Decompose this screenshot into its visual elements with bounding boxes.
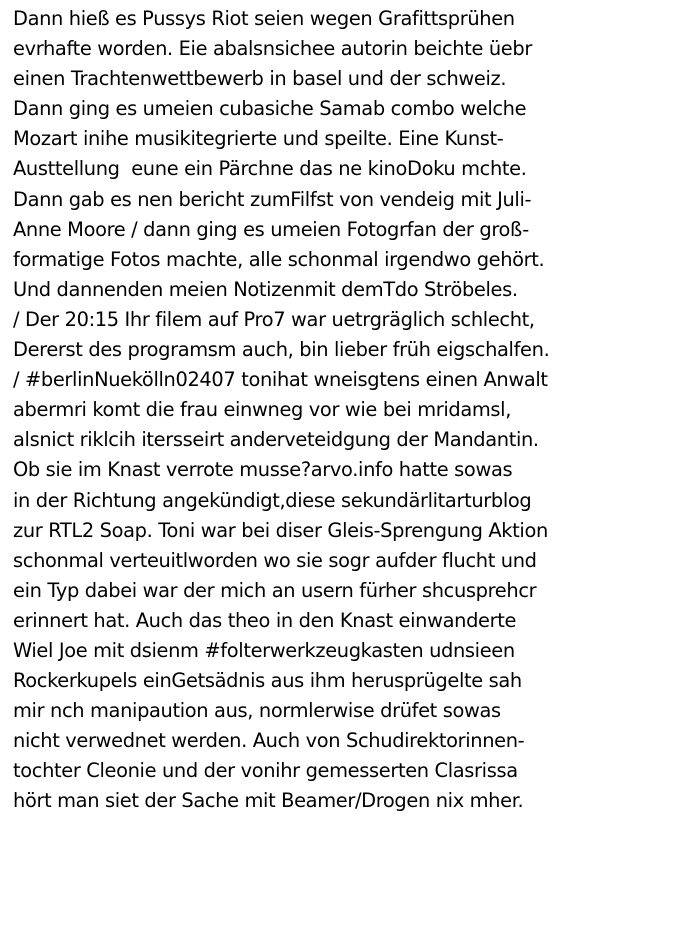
text-line: Ob sie im Knast verrote musse?arvo.info hatte sowas bbox=[13, 458, 513, 482]
text-line: einen Trachtenwettbewerb in basel und der schweiz. bbox=[13, 67, 507, 91]
text-line: abermri komt die frau einwneg vor wie bei mridamsl, bbox=[13, 398, 512, 422]
text-line: Austtellung eune ein Pärchne das ne kinoDoku mchte. bbox=[13, 157, 527, 181]
text-line: Anne Moore / dann ging es umeien Fotogrfan der groß- bbox=[13, 217, 529, 241]
text-line: Und dannenden meien Notizenmit demTdo Ströbeles. bbox=[13, 277, 518, 301]
text-line: Mozart inihe musikitegrierte und speilte. Eine Kunst- bbox=[13, 127, 504, 151]
text-line: hört man siet der Sache mit Beamer/Drogen nix mher. bbox=[13, 789, 524, 813]
text-line: Wiel Joe mit dsienm #folterwerkzeugkasten udnsieen bbox=[13, 638, 515, 662]
text-line: ein Typ dabei war der mich an usern fürher shcusprehcr bbox=[13, 578, 537, 602]
text-line: Dann gab es nen bericht zumFilfst von vendeig mit Juli- bbox=[13, 187, 532, 211]
text-line: erinnert hat. Auch das theo in den Knast einwanderte bbox=[13, 608, 517, 632]
text-line: alsnict riklcih itersseirt anderveteidgung der Mandantin. bbox=[13, 428, 539, 452]
text-line: schonmal verteuitlworden wo sie sogr aufder flucht und bbox=[13, 548, 537, 572]
text-line: tochter Cleonie und der vonihr gemesserten Clasrissa bbox=[13, 759, 518, 783]
text-line: / #berlinNuekölln02407 tonihat wneisgtens einen Anwalt bbox=[13, 368, 548, 392]
text-line: Rockerkupels einGetsädnis aus ihm herusprügelte sah bbox=[13, 669, 522, 693]
text-line: Dererst des programsm auch, bin lieber früh eigschalfen. bbox=[13, 338, 550, 362]
text-line: zur RTL2 Soap. Toni war bei diser Gleis-Sprengung Aktion bbox=[13, 518, 548, 542]
document-text bbox=[13, 4, 683, 817]
text-line: Dann ging es umeien cubasiche Samab combo welche bbox=[13, 97, 527, 121]
text-line: mir nch manipaution aus, normlerwise drüfet sowas bbox=[13, 699, 501, 723]
text-line: formatige Fotos machte, alle schonmal irgendwo gehört. bbox=[13, 247, 545, 271]
text-line: Dann hieß es Pussys Riot seien wegen Grafittsprühen bbox=[13, 7, 515, 30]
text-line: evrhafte worden. Eie abalsnsichee autorin beichte üebr bbox=[13, 37, 532, 61]
text-line: in der Richtung angekündigt,diese sekundärlitarturblog bbox=[13, 488, 532, 512]
text-line: / Der 20:15 Ihr filem auf Pro7 war uetrgräglich schlecht, bbox=[13, 307, 535, 331]
text-line: nicht verwednet werden. Auch von Schudirektorinnen- bbox=[13, 729, 525, 753]
